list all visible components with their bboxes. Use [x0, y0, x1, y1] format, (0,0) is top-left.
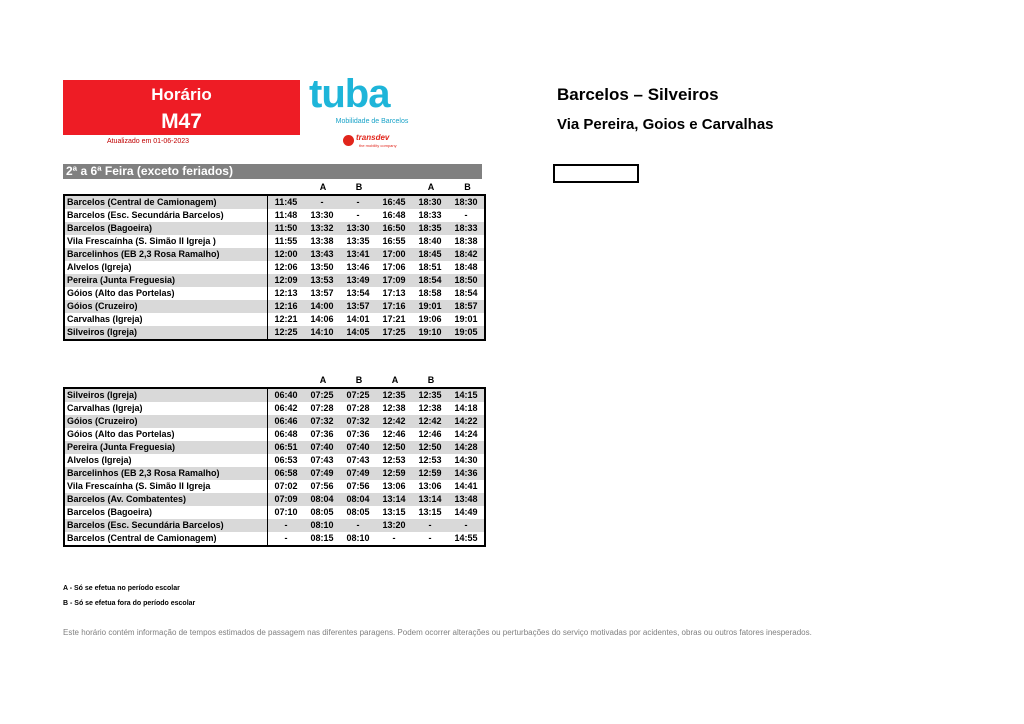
time-cell: - — [340, 195, 376, 209]
time-cell: 13:57 — [310, 288, 334, 298]
table-row — [64, 467, 485, 480]
time-cell: 18:58 — [418, 288, 442, 298]
time-cell: 12:42 — [412, 415, 448, 428]
stop-name: Góios (Alto das Portelas) — [64, 428, 268, 441]
time-cell: 07:43 — [310, 455, 334, 465]
outbound-timetable — [63, 194, 486, 341]
column-header: B — [427, 375, 435, 385]
time-cell: 14:36 — [448, 467, 485, 480]
table-row — [64, 532, 485, 546]
time-cell: 06:58 — [268, 467, 305, 480]
time-cell: 08:04 — [340, 493, 376, 506]
time-cell: 19:01 — [454, 314, 478, 324]
time-cell: 18:33 — [418, 210, 442, 220]
time-cell: 17:13 — [382, 288, 406, 298]
time-cell: 07:40 — [340, 441, 376, 454]
table-row — [64, 261, 485, 274]
time-cell: 18:42 — [448, 248, 485, 261]
time-cell: 07:56 — [310, 481, 334, 491]
column-header: A — [391, 375, 399, 385]
time-cell: 14:41 — [454, 481, 478, 491]
time-cell: 19:05 — [448, 326, 485, 340]
time-cell: 17:25 — [376, 326, 412, 340]
time-cell: 14:05 — [340, 326, 376, 340]
time-cell: 14:22 — [448, 415, 485, 428]
time-cell: 17:16 — [376, 300, 412, 313]
time-cell: 06:42 — [274, 403, 298, 413]
stop-name: Barcelos (Bagoeira) — [64, 506, 268, 519]
time-cell: - — [340, 519, 376, 532]
time-cell: 06:46 — [268, 415, 305, 428]
column-header: B — [355, 182, 363, 192]
time-cell: 07:28 — [346, 403, 370, 413]
time-cell: 11:48 — [274, 210, 298, 220]
column-header: A — [319, 375, 327, 385]
stop-name: Barcelos (Esc. Secundária Barcelos) — [64, 519, 268, 532]
transdev-tagline: the mobility company — [359, 143, 397, 148]
time-cell: 11:45 — [268, 195, 305, 209]
transdev-name: transdev — [356, 133, 390, 142]
table-row — [64, 222, 485, 235]
stop-name: Barcelos (Central de Camionagem) — [64, 532, 268, 546]
table-row — [64, 300, 485, 313]
time-cell: - — [464, 210, 468, 220]
stop-name: Alvelos (Igreja) — [64, 261, 268, 274]
stop-name: Silveiros (Igreja) — [64, 326, 268, 340]
time-cell: 08:04 — [304, 493, 340, 506]
table-row — [64, 480, 485, 493]
time-cell: 14:30 — [454, 455, 478, 465]
stop-name: Barcelos (Bagoeira) — [64, 222, 268, 235]
time-cell: 13:15 — [382, 507, 406, 517]
time-cell: 07:56 — [346, 481, 370, 491]
transdev-mark-icon — [343, 135, 354, 146]
time-cell: 14:18 — [454, 403, 478, 413]
time-cell: 13:53 — [304, 274, 340, 287]
time-cell: 12:50 — [412, 441, 448, 454]
time-cell: 18:57 — [448, 300, 485, 313]
time-cell: 06:40 — [268, 388, 305, 402]
time-cell: 19:10 — [412, 326, 448, 340]
time-cell: 07:32 — [340, 415, 376, 428]
time-cell: 14:49 — [454, 507, 478, 517]
time-cell: 08:10 — [346, 533, 370, 543]
time-cell: 18:30 — [448, 195, 485, 209]
time-cell: 11:55 — [274, 236, 298, 246]
time-cell: 07:49 — [304, 467, 340, 480]
time-cell: 08:05 — [310, 507, 334, 517]
route-via: Via Pereira, Goios e Carvalhas — [557, 116, 774, 133]
time-cell: 13:43 — [304, 248, 340, 261]
time-cell: 13:06 — [418, 481, 442, 491]
tuba-logo-subtitle: Mobilidade de Barcelos — [335, 118, 409, 125]
time-cell: 14:24 — [454, 429, 478, 439]
stop-name: Góios (Alto das Portelas) — [64, 287, 268, 300]
note-a: A - Só se efetua no período escolar — [63, 585, 180, 592]
time-cell: 08:10 — [304, 519, 340, 532]
time-cell: 18:45 — [412, 248, 448, 261]
time-cell: 07:36 — [310, 429, 334, 439]
updated-date: Atualizado em 01-06-2023 — [106, 138, 190, 145]
table-row — [64, 415, 485, 428]
time-cell: 07:43 — [346, 455, 370, 465]
empty-box — [553, 164, 639, 183]
stop-name: Barcelos (Esc. Secundária Barcelos) — [64, 209, 268, 222]
time-cell: 12:42 — [376, 415, 412, 428]
time-cell: 13:32 — [304, 222, 340, 235]
time-cell: 13:54 — [346, 288, 370, 298]
header-title: Horário — [151, 85, 212, 104]
day-band: 2ª a 6ª Feira (exceto feriados) — [63, 164, 482, 179]
time-cell: 18:48 — [454, 262, 478, 272]
stop-name: Barcelinhos (EB 2,3 Rosa Ramalho) — [64, 467, 268, 480]
time-cell: 13:35 — [346, 236, 370, 246]
time-cell: 18:54 — [412, 274, 448, 287]
time-cell: 18:54 — [454, 288, 478, 298]
time-cell: 14:55 — [454, 533, 478, 543]
stop-name: Góios (Cruzeiro) — [64, 300, 268, 313]
time-cell: 12:59 — [412, 467, 448, 480]
table-row — [64, 506, 485, 519]
stop-name: Pereira (Junta Freguesia) — [64, 274, 268, 287]
time-cell: - — [412, 519, 448, 532]
time-cell: 12:21 — [274, 314, 298, 324]
time-cell: 12:53 — [418, 455, 442, 465]
time-cell: - — [448, 519, 485, 532]
time-cell: 07:09 — [268, 493, 305, 506]
stop-name: Barcelinhos (EB 2,3 Rosa Ramalho) — [64, 248, 268, 261]
time-cell: 16:55 — [382, 236, 406, 246]
time-cell: 19:06 — [418, 314, 442, 324]
time-cell: 16:48 — [382, 210, 406, 220]
time-cell: 06:48 — [274, 429, 298, 439]
time-cell: 12:35 — [376, 388, 412, 402]
time-cell: 17:21 — [382, 314, 406, 324]
time-cell: 13:30 — [310, 210, 334, 220]
time-cell: - — [268, 519, 305, 532]
table-row — [64, 274, 485, 287]
time-cell: 17:00 — [376, 248, 412, 261]
table-row — [64, 428, 485, 441]
time-cell: 12:59 — [376, 467, 412, 480]
time-cell: 12:50 — [376, 441, 412, 454]
time-cell: 14:10 — [304, 326, 340, 340]
table-row — [64, 195, 485, 209]
column-header: B — [464, 182, 471, 192]
time-cell: 13:14 — [376, 493, 412, 506]
time-cell: 07:28 — [310, 403, 334, 413]
time-cell: 07:25 — [304, 388, 340, 402]
stop-name: Barcelos (Av. Combatentes) — [64, 493, 268, 506]
note-b: B - Só se efetua fora do período escolar — [63, 600, 196, 607]
time-cell: 13:50 — [310, 262, 334, 272]
time-cell: 17:09 — [376, 274, 412, 287]
time-cell: 18:40 — [418, 236, 442, 246]
stop-name: Góios (Cruzeiro) — [64, 415, 268, 428]
table-row — [64, 388, 485, 402]
column-header: B — [355, 375, 363, 385]
time-cell: 18:51 — [418, 262, 442, 272]
column-header: A — [427, 182, 435, 192]
time-cell: 14:01 — [346, 314, 370, 324]
time-cell: 13:49 — [340, 274, 376, 287]
time-cell: 12:25 — [268, 326, 305, 340]
stop-name: Vila Frescaínha (S. Simão II Igreja — [64, 480, 268, 493]
time-cell: - — [356, 210, 360, 220]
table-row — [64, 441, 485, 454]
time-cell: 13:20 — [376, 519, 412, 532]
time-cell: - — [284, 533, 288, 543]
time-cell: 12:53 — [382, 455, 406, 465]
time-cell: 07:49 — [340, 467, 376, 480]
time-cell: 14:28 — [448, 441, 485, 454]
time-cell: 07:40 — [304, 441, 340, 454]
table-row — [64, 402, 485, 415]
time-cell: 18:33 — [448, 222, 485, 235]
time-cell: 18:38 — [454, 236, 478, 246]
stop-name: Alvelos (Igreja) — [64, 454, 268, 467]
stop-name: Vila Frescaínha (S. Simão II Igreja ) — [64, 235, 268, 248]
table-row — [64, 209, 485, 222]
table-row — [64, 287, 485, 300]
table-row — [64, 326, 485, 340]
time-cell: - — [304, 195, 340, 209]
time-cell: 13:38 — [310, 236, 334, 246]
time-cell: 17:06 — [382, 262, 406, 272]
transdev-logo — [343, 133, 403, 151]
time-cell: 06:51 — [268, 441, 305, 454]
time-cell: 13:57 — [340, 300, 376, 313]
table-row — [64, 493, 485, 506]
table-row — [64, 248, 485, 261]
table-row — [64, 313, 485, 326]
time-cell: 12:16 — [268, 300, 305, 313]
stop-name: Silveiros (Igreja) — [64, 388, 268, 402]
time-cell: 13:41 — [340, 248, 376, 261]
time-cell: 14:15 — [448, 388, 485, 402]
time-cell: 07:02 — [274, 481, 298, 491]
time-cell: 12:13 — [274, 288, 298, 298]
time-cell: - — [392, 533, 396, 543]
time-cell: 14:00 — [304, 300, 340, 313]
time-cell: 13:06 — [382, 481, 406, 491]
time-cell: 13:48 — [448, 493, 485, 506]
stop-name: Barcelos (Central de Camionagem) — [64, 195, 268, 209]
time-cell: 11:50 — [268, 222, 305, 235]
table-row — [64, 519, 485, 532]
time-cell: 19:01 — [412, 300, 448, 313]
inbound-timetable — [63, 387, 486, 547]
column-header: A — [319, 182, 327, 192]
time-cell: 12:06 — [274, 262, 298, 272]
route-title: Barcelos – Silveiros — [557, 85, 719, 104]
time-cell: 07:10 — [274, 507, 298, 517]
time-cell: 12:09 — [268, 274, 305, 287]
stop-name: Pereira (Junta Freguesia) — [64, 441, 268, 454]
time-cell: 13:15 — [418, 507, 442, 517]
time-cell: 18:30 — [412, 195, 448, 209]
time-cell: 08:15 — [310, 533, 334, 543]
time-cell: 14:06 — [310, 314, 334, 324]
time-cell: 07:32 — [304, 415, 340, 428]
time-cell: 12:38 — [382, 403, 406, 413]
time-cell: 06:53 — [274, 455, 298, 465]
time-cell: 12:46 — [382, 429, 406, 439]
time-cell: 13:30 — [340, 222, 376, 235]
time-cell: 12:46 — [418, 429, 442, 439]
line-number: M47 — [161, 110, 202, 133]
stop-name: Carvalhas (Igreja) — [64, 313, 268, 326]
table-row — [64, 235, 485, 248]
table-row — [64, 454, 485, 467]
disclaimer: Este horário contém informação de tempos estimados de passagem nas diferentes paragens. Podem ocorrer alterações ou perturbações do serviço motivadas por acidentes, obras ou outros fatores inesperados. — [63, 628, 812, 637]
time-cell: 13:14 — [412, 493, 448, 506]
stop-name: Carvalhas (Igreja) — [64, 402, 268, 415]
time-cell: 16:45 — [376, 195, 412, 209]
time-cell: 18:35 — [412, 222, 448, 235]
time-cell: 16:50 — [376, 222, 412, 235]
time-cell: 08:05 — [346, 507, 370, 517]
time-cell: 12:00 — [268, 248, 305, 261]
time-cell: 12:38 — [418, 403, 442, 413]
time-cell: 07:25 — [340, 388, 376, 402]
time-cell: 12:35 — [412, 388, 448, 402]
time-cell: 18:50 — [448, 274, 485, 287]
time-cell: 13:46 — [346, 262, 370, 272]
tuba-logo: tuba — [309, 72, 390, 116]
time-cell: - — [428, 533, 432, 543]
time-cell: 07:36 — [346, 429, 370, 439]
